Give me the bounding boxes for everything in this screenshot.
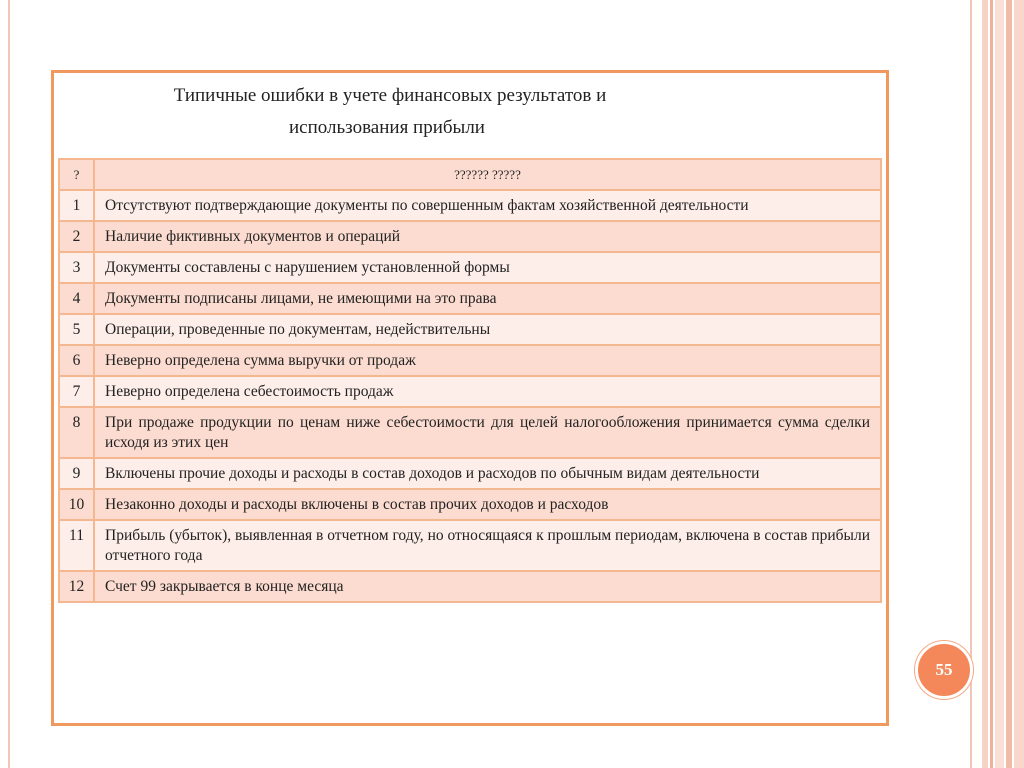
- table-header-row: [59, 159, 881, 190]
- row-number: 2: [59, 221, 94, 252]
- row-text: Отсутствуют подтверждающие документы по совершенным фактам хозяйственной деятельности: [94, 190, 881, 221]
- row-text: Документы подписаны лицами, не имеющими на это права: [94, 283, 881, 314]
- row-text: Неверно определена себестоимость продаж: [94, 376, 881, 407]
- decorative-stripes: [982, 0, 1024, 768]
- row-number: 6: [59, 345, 94, 376]
- row-text: Операции, проведенные по документам, недействительны: [94, 314, 881, 345]
- row-number: 11: [59, 520, 94, 571]
- table-row: [59, 520, 881, 571]
- row-text: Незаконно доходы и расходы включены в состав прочих доходов и расходов: [94, 489, 881, 520]
- row-text: Документы составлены с нарушением установленной формы: [94, 252, 881, 283]
- table-row: [59, 376, 881, 407]
- header-description: ?????? ?????: [94, 159, 881, 190]
- row-number: 7: [59, 376, 94, 407]
- row-number: 9: [59, 458, 94, 489]
- errors-table: [58, 158, 882, 603]
- slide-title-line2: использования прибыли: [289, 117, 485, 138]
- table-row: [59, 407, 881, 458]
- row-text: Наличие фиктивных документов и операций: [94, 221, 881, 252]
- header-number: ?: [59, 159, 94, 190]
- table-row: [59, 252, 881, 283]
- content-box: [51, 70, 889, 726]
- row-number: 8: [59, 407, 94, 458]
- row-number: 1: [59, 190, 94, 221]
- row-text: Неверно определена сумма выручки от продаж: [94, 345, 881, 376]
- row-number: 3: [59, 252, 94, 283]
- page-number-badge: 55: [915, 641, 973, 699]
- table-row: [59, 489, 881, 520]
- row-number: 5: [59, 314, 94, 345]
- table-row: [59, 190, 881, 221]
- row-number: 10: [59, 489, 94, 520]
- table-row: [59, 314, 881, 345]
- table-row: [59, 571, 881, 602]
- table-row: [59, 458, 881, 489]
- row-text: При продаже продукции по ценам ниже себестоимости для целей налогообложения принимается сумма сделки исходя из этих цен: [94, 407, 881, 458]
- slide-title-line1: Типичные ошибки в учете финансовых результатов и: [173, 85, 607, 106]
- table-row: [59, 345, 881, 376]
- row-text: Прибыль (убыток), выявленная в отчетном году, но относящаяся к прошлым периодам, включена в состав прибыли отчетного года: [94, 520, 881, 571]
- row-text: Счет 99 закрывается в конце месяца: [94, 571, 881, 602]
- table-row: [59, 283, 881, 314]
- table-row: [59, 221, 881, 252]
- row-text: Включены прочие доходы и расходы в состав доходов и расходов по обычным видам деятельности: [94, 458, 881, 489]
- row-number: 4: [59, 283, 94, 314]
- row-number: 12: [59, 571, 94, 602]
